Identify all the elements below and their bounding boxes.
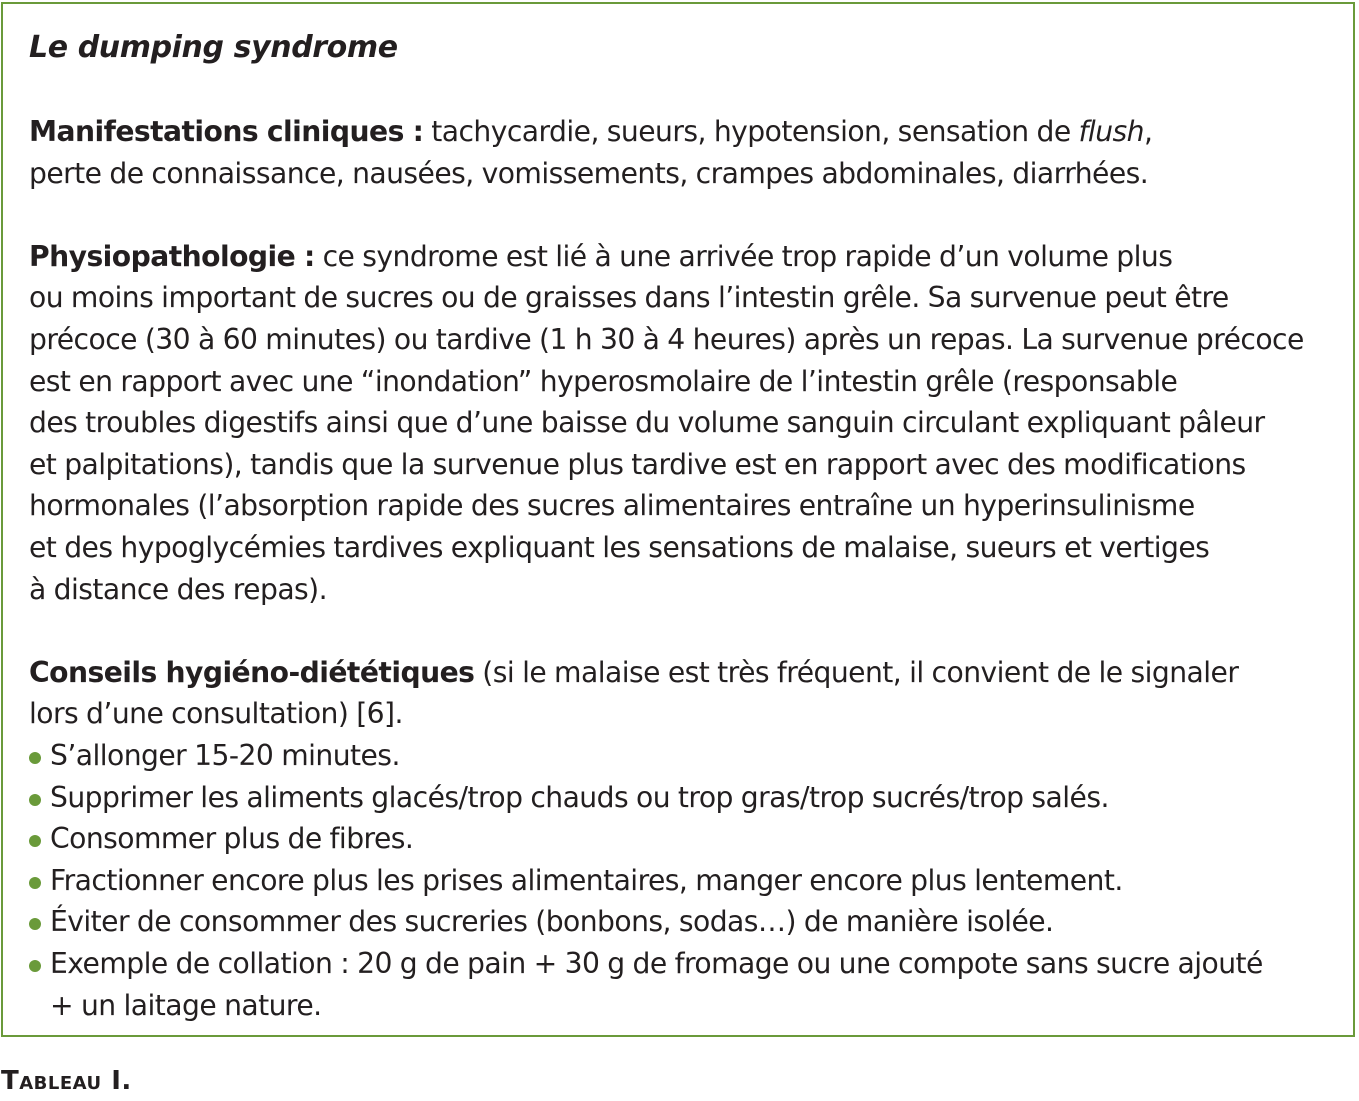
bullet-icon (29, 877, 41, 889)
list-item (29, 777, 1109, 819)
conseils-label: Conseils hygiéno-diététiques (29, 655, 475, 689)
conseils-line-2: lors d’une consultation) [6]. (29, 697, 403, 731)
list-item (29, 860, 1123, 902)
conseils-text-1: (si le malaise est très fréquent, il convient de le signaler (474, 655, 1239, 689)
table-caption: Tableau I. (1, 1066, 132, 1096)
box-title: Le dumping syndrome (29, 30, 398, 65)
bullet-icon (29, 918, 41, 930)
list-item-text: S’allonger 15-20 minutes. (50, 739, 400, 772)
manifestations-line-2: perte de connaissance, nausées, vomissements, crampes abdominales, diarrhées. (29, 156, 1149, 190)
list-item-continuation: + un laitage nature. (50, 988, 322, 1022)
physio-line: hormonales (l’absorption rapide des sucres alimentaires entraîne un hyperinsulinisme (29, 489, 1195, 523)
bullet-icon (29, 960, 41, 972)
list-item-text: Supprimer les aliments glacés/trop chauds ou trop gras/trop sucrés/trop salés. (50, 780, 1109, 814)
physio-line: ou moins important de sucres ou de graisses dans l’intestin grêle. Sa survenue peut être (29, 281, 1229, 315)
bullet-icon (29, 794, 41, 806)
physio-line: et palpitations), tandis que la survenue plus tardive est en rapport avec des modifications (29, 447, 1246, 481)
list-item-text: Fractionner encore plus les prises alimentaires, manger encore plus lentement. (50, 863, 1123, 897)
manifestations-flush: flush (1078, 115, 1144, 148)
bullet-icon (29, 835, 41, 847)
list-item (29, 943, 1263, 985)
manifestations-line-1 (29, 111, 1152, 153)
manifestations-text-a: tachycardie, sueurs, hypotension, sensation de (423, 115, 1079, 148)
physio-line: et des hypoglycémies tardives expliquant les sensations de malaise, sueurs et vertiges (29, 531, 1210, 564)
physio-line: précoce (30 à 60 minutes) ou tardive (1 h 30 à 4 heures) après un repas. La survenue précoce (29, 323, 1304, 356)
list-item-text: Exemple de collation : 20 g de pain + 30 g de fromage ou une compote sans sucre ajouté (50, 947, 1263, 980)
physio-line: est en rapport avec une “inondation” hyperosmolaire de l’intestin grêle (responsable (29, 364, 1178, 398)
bullet-icon (29, 752, 41, 764)
physio-line: à distance des repas). (29, 572, 328, 606)
list-item (29, 901, 1053, 943)
physio-line: des troubles digestifs ainsi que d’une baisse du volume sanguin circulant expliquant pâleur (29, 406, 1265, 440)
list-item (29, 735, 400, 777)
conseils-line-1 (29, 652, 1238, 694)
physio-line-1 (29, 236, 1172, 278)
manifestations-text-b: , (1143, 115, 1153, 148)
list-item (29, 818, 413, 860)
physio-text-1: ce syndrome est lié à une arrivée trop rapide d’un volume plus (314, 239, 1173, 273)
list-item-text: Éviter de consommer des sucreries (bonbons, sodas…) de manière isolée. (50, 905, 1054, 939)
physio-label: Physiopathologie : (29, 239, 315, 273)
info-box (1, 2, 1355, 1037)
manifestations-label: Manifestations cliniques : (29, 115, 424, 148)
list-item-text: Consommer plus de fibres. (50, 822, 414, 856)
